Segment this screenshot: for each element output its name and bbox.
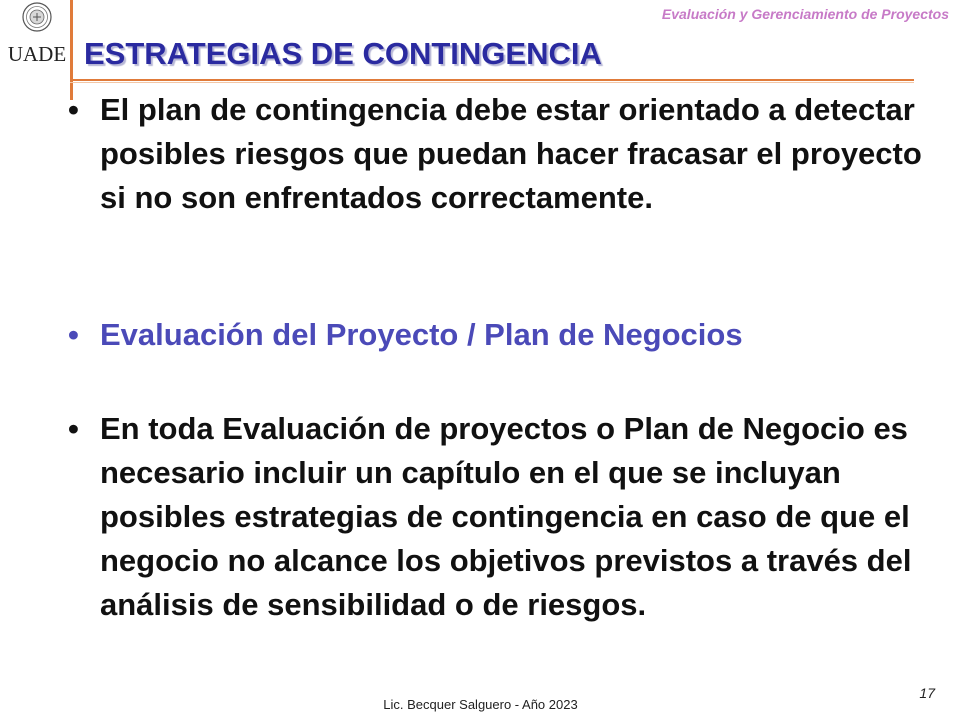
bullet-text: Evaluación del Proyecto / Plan de Negocios [100, 317, 743, 352]
logo-text: UADE [7, 42, 67, 66]
bullet-marker: • [68, 411, 79, 446]
university-seal-icon [22, 2, 52, 32]
uade-logo [6, 2, 68, 68]
page-number: 17 [919, 685, 935, 701]
course-header: Evaluación y Gerenciamiento de Proyectos [661, 6, 949, 22]
slide-title: ESTRATEGIAS DE CONTINGENCIA [84, 36, 602, 71]
bullet-text: En toda Evaluación de proyectos o Plan de Negocio es necesario incluir un capítulo en el que se incluyan posibles estrategias de contingencia en caso de que el negocio no alcance los objetivos previstos a través del análisis de sensibilidad o de riesgos. [100, 411, 912, 622]
horizontal-divider [70, 79, 914, 81]
bullet-text: El plan de contingencia debe estar orientado a detectar posibles riesgos que puedan hacer fracasar el proyecto si no son enfrentados correctamente. [100, 92, 922, 215]
bullet-marker: • [68, 92, 79, 127]
vertical-divider [70, 0, 73, 100]
horizontal-divider-shadow [70, 82, 914, 83]
footer-text: Lic. Becquer Salguero - Año 2023 [383, 697, 578, 712]
bullet-marker: • [68, 317, 79, 352]
